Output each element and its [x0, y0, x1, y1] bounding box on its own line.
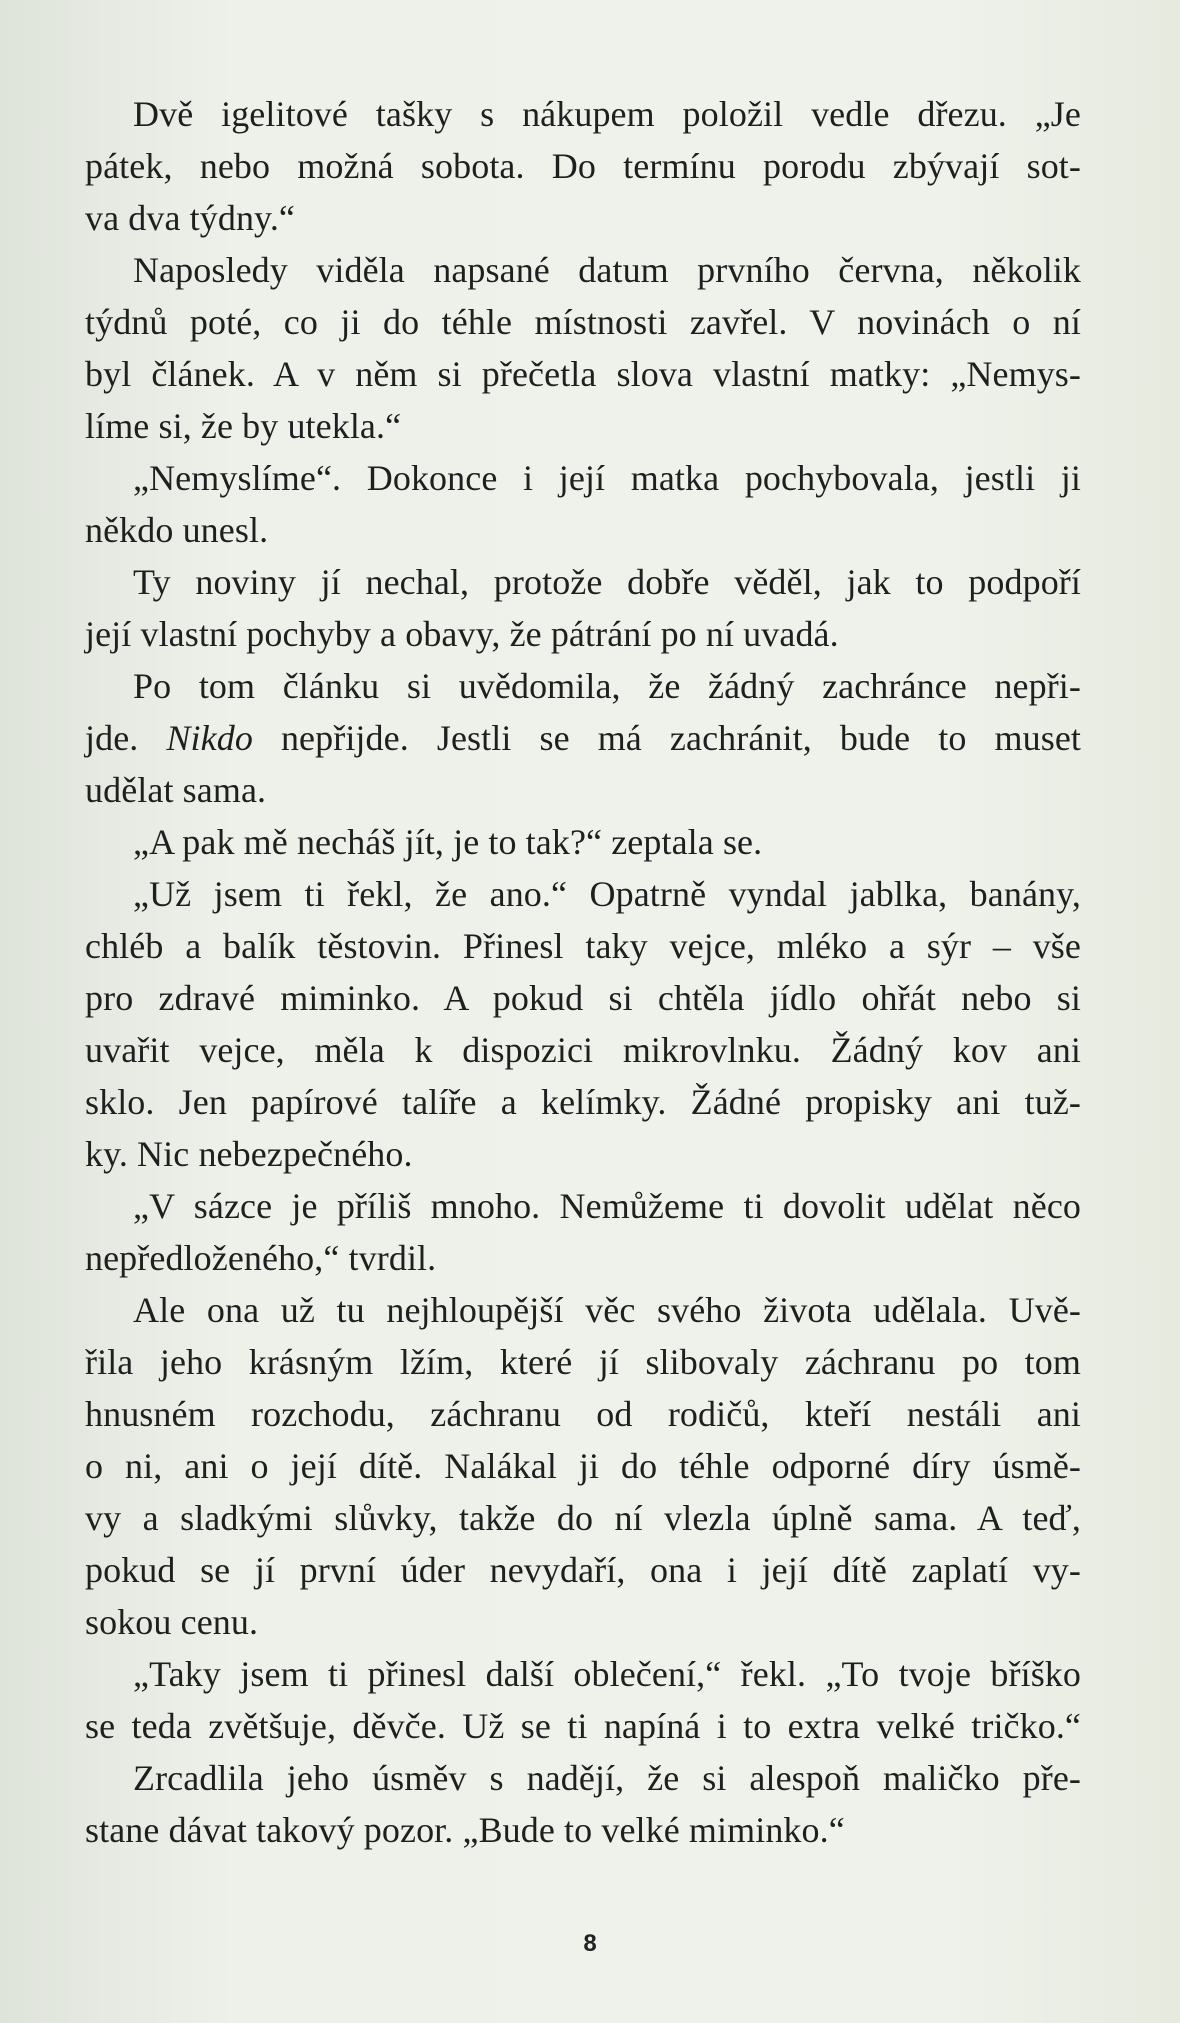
- italic-word: Nikdo: [166, 718, 253, 758]
- text-line: vy a sladkými slůvky, takže do ní vlezla úplně sama. A teď,: [85, 1498, 1081, 1538]
- text-line: byl článek. A v něm si přečetla slova vlastní matky: „Nemys-: [85, 354, 1081, 394]
- text-line: „V sázce je příliš mnoho. Nemůžeme ti dovolit udělat něco: [133, 1186, 1081, 1226]
- text-line: její vlastní pochyby a obavy, že pátrání po ní uvadá.: [85, 614, 839, 654]
- text-line: Zrcadlila jeho úsměv s nadějí, že si alespoň maličko pře-: [133, 1758, 1081, 1798]
- text-line: nepředloženého,“ tvrdil.: [85, 1238, 437, 1278]
- text-line: [85, 712, 1081, 764]
- text-line: Po tom článku si uvědomila, že žádný zachránce nepři-: [133, 666, 1081, 706]
- text-line: Dvě igelitové tašky s nákupem položil vedle dřezu. „Je: [133, 94, 1081, 134]
- text-line: týdnů poté, co ji do téhle místnosti zavřel. V novinách o ní: [85, 302, 1081, 342]
- text-line: „A pak mě necháš jít, je to tak?“ zeptala se.: [133, 822, 763, 862]
- text-line: Naposledy viděla napsané datum prvního června, několik: [133, 250, 1081, 290]
- text-line: pro zdravé miminko. A pokud si chtěla jídlo ohřát nebo si: [85, 978, 1081, 1018]
- text-line: „Nemyslíme“. Dokonce i její matka pochybovala, jestli ji: [133, 458, 1081, 498]
- text-line: pátek, nebo možná sobota. Do termínu porodu zbývají sot-: [85, 146, 1081, 186]
- text-line: o ni, ani o její dítě. Nalákal ji do téhle odporné díry úsmě-: [85, 1446, 1081, 1486]
- text-line: řila jeho krásným lžím, které jí slibovaly záchranu po tom: [85, 1342, 1081, 1382]
- text-line: uvařit vejce, měla k dispozici mikrovlnku. Žádný kov ani: [85, 1030, 1081, 1070]
- text-line: „Už jsem ti řekl, že ano.“ Opatrně vyndal jablka, banány,: [133, 874, 1081, 914]
- text-line: stane dávat takový pozor. „Bude to velké miminko.“: [85, 1810, 845, 1850]
- text-segment: jde.: [85, 718, 167, 758]
- text-line: Ty noviny jí nechal, protože dobře věděl, jak to podpoří: [133, 562, 1081, 602]
- text-line: někdo unesl.: [85, 510, 269, 550]
- text-line: sklo. Jen papírové talíře a kelímky. Žádné propisky ani tuž-: [85, 1082, 1081, 1122]
- text-line: líme si, že by utekla.“: [85, 406, 402, 446]
- text-line: udělat sama.: [85, 770, 267, 810]
- text-line: pokud se jí první úder nevydaří, ona i její dítě zaplatí vy-: [85, 1550, 1081, 1590]
- book-page: [85, 88, 1085, 1856]
- text-line: „Taky jsem ti přinesl další oblečení,“ řekl. „To tvoje bříško: [133, 1654, 1081, 1694]
- text-line: sokou cenu.: [85, 1602, 259, 1642]
- page-number: 8: [583, 1930, 597, 1957]
- text-line: se teda zvětšuje, děvče. Už se ti napíná i to extra velké tričko.“: [85, 1706, 1081, 1746]
- text-segment: nepřijde. Jestli se má zachránit, bude to muset: [252, 718, 1081, 758]
- text-line: Ale ona už tu nejhloupější věc svého života udělala. Uvě-: [133, 1290, 1081, 1330]
- text-line: va dva týdny.“: [85, 198, 295, 238]
- text-line: hnusném rozchodu, záchranu od rodičů, kteří nestáli ani: [85, 1394, 1081, 1434]
- text-line: ky. Nic nebezpečného.: [85, 1134, 413, 1174]
- text-line: chléb a balík těstovin. Přinesl taky vejce, mléko a sýr – vše: [85, 926, 1081, 966]
